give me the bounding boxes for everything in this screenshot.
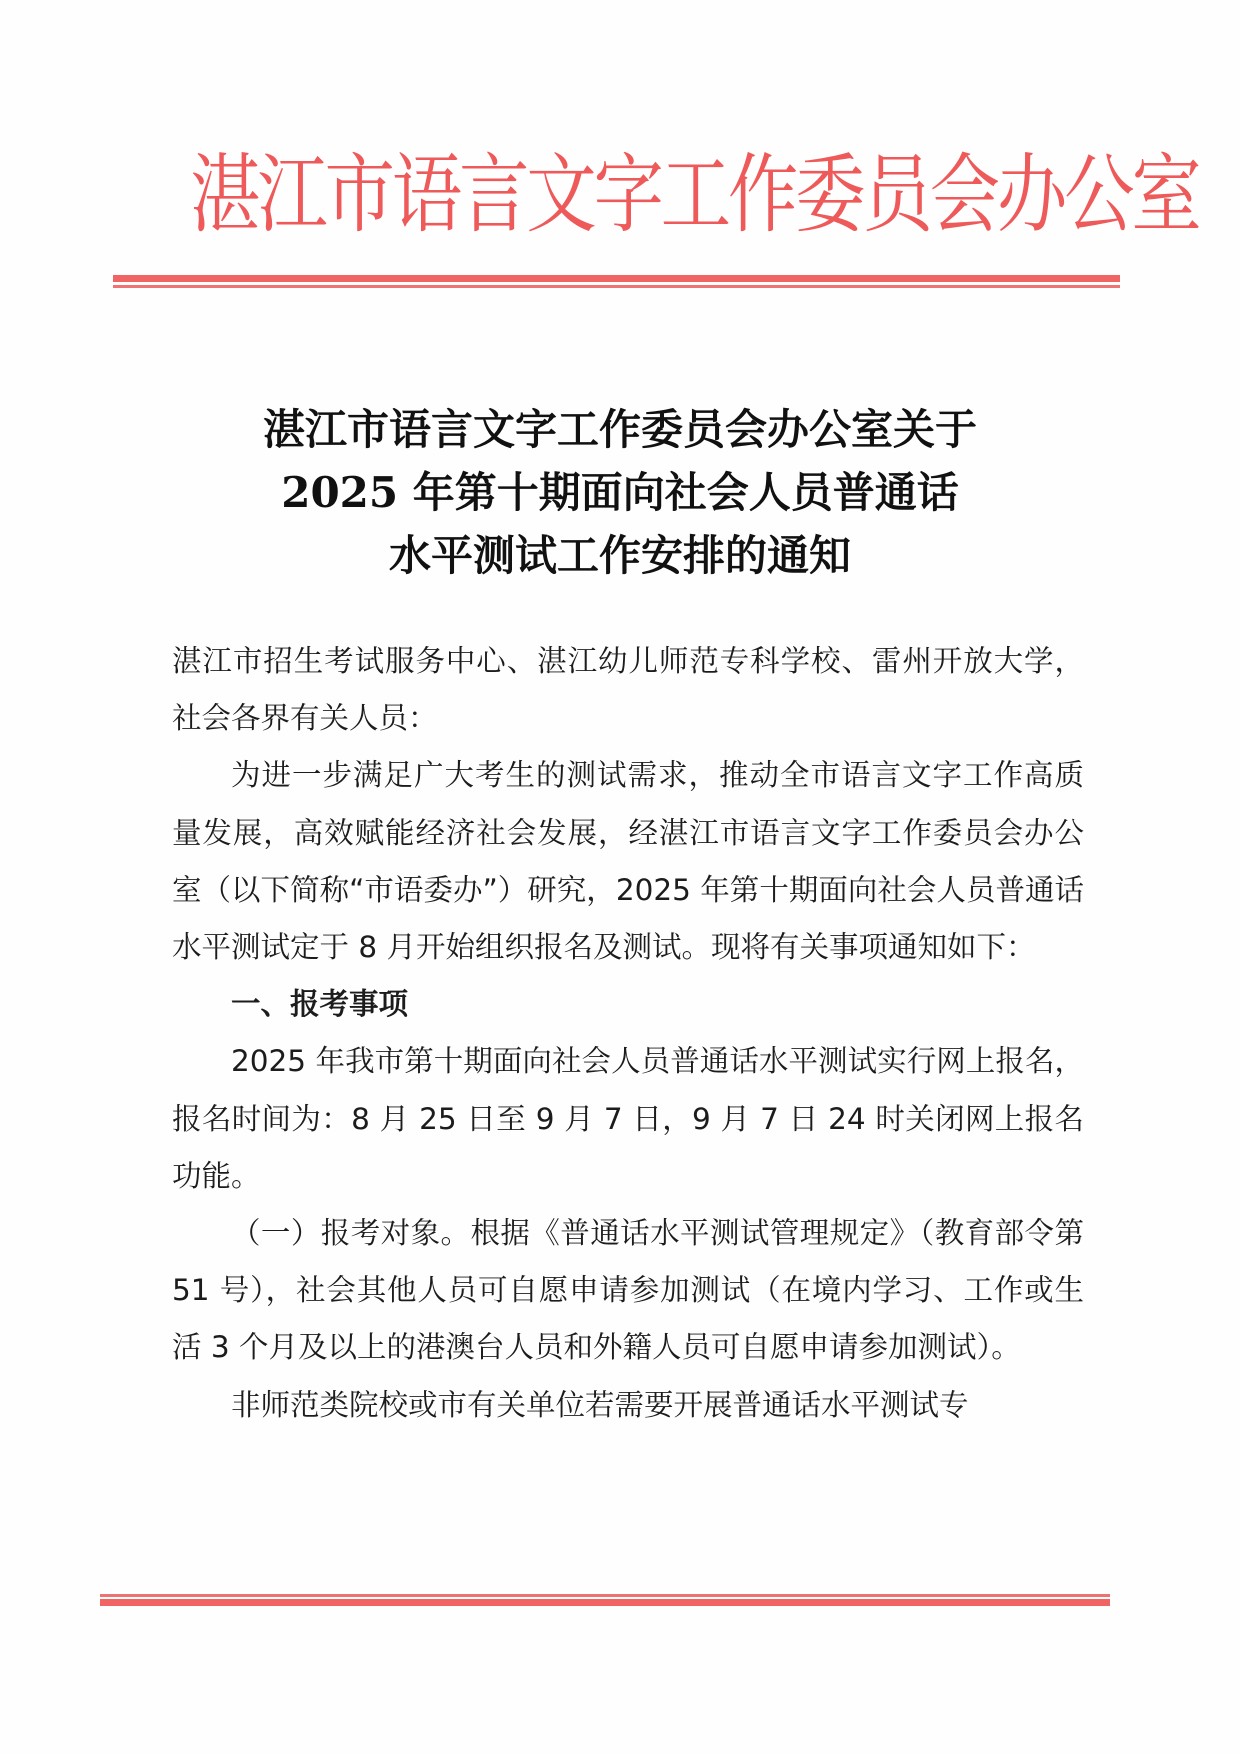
- footer-rule-thin: [100, 1594, 1110, 1597]
- title-line-1: 湛江市语言文字工作委员会办公室关于: [262, 405, 977, 454]
- intro-paragraph: 为进一步满足广大考生的测试需求，推动全市语言文字工作高质量发展，高效赋能经济社会发展，经湛江市语言文字工作委员会办公室（以下简称“市语委办”）研究，2025 年第十期面向社会人员普通话水平测试定于 8 月开始组织报名及测试。现将有关事项通知如下：: [172, 758, 1084, 965]
- section-heading-1: 一、报考事项: [231, 987, 409, 1022]
- section-1-paragraph: 2025 年我市第十期面向社会人员普通话水平测试实行网上报名，报名时间为：8 月 25 日至 9 月 7 日，9 月 7 日 24 时关闭网上报名功能。: [172, 1044, 1084, 1193]
- letterhead-rule-thin: [113, 285, 1120, 288]
- continuation-paragraph: 非师范类院校或市有关单位若需要开展普通话水平测试专: [231, 1387, 969, 1422]
- addressee: 湛江市招生考试服务中心、湛江幼儿师范专科学校、雷州开放大学，社会各界有关人员：: [172, 644, 1084, 736]
- subsection-1-paragraph: （一）报考对象。根据《普通话水平测试管理规定》（教育部令第 51 号），社会其他人员可自愿申请参加测试（在境内学习、工作或生活 3 个月及以上的港澳台人员和外籍人员可自愿申请参加测试）。: [172, 1216, 1084, 1365]
- document-body: [172, 633, 1084, 1434]
- letterhead-rule-thick: [113, 275, 1120, 282]
- title-line-3: 水平测试工作安排的通知: [388, 531, 851, 580]
- letterhead-title: 湛江市语言文字工作委员会办公室: [190, 147, 1199, 243]
- footer-rule-thick: [100, 1599, 1110, 1606]
- document-title: [150, 398, 1090, 587]
- title-line-2: 2025 年第十期面向社会人员普通话: [281, 468, 959, 517]
